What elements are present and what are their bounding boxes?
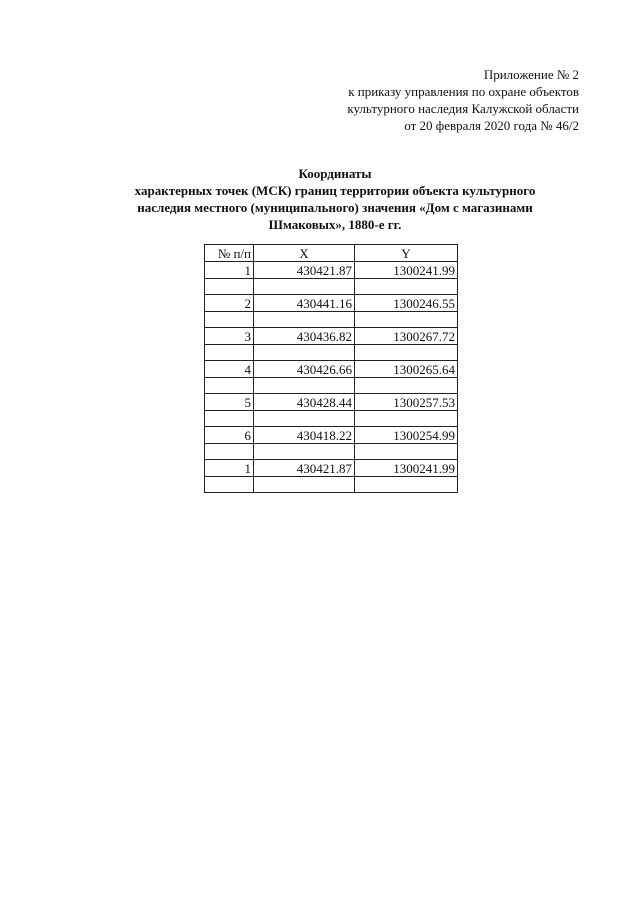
empty-cell <box>355 312 458 328</box>
table-row <box>205 361 458 378</box>
empty-cell <box>205 378 254 394</box>
x-coordinate: 430421.87 <box>254 460 355 477</box>
point-number: 6 <box>205 427 254 444</box>
empty-cell <box>254 411 355 427</box>
table-header-row <box>205 245 458 262</box>
x-coordinate: 430428.44 <box>254 394 355 411</box>
column-header-y: Y <box>355 245 458 262</box>
table-spacer-row <box>205 411 458 427</box>
column-header-number: № п/п <box>205 245 254 262</box>
table-row <box>205 427 458 444</box>
y-coordinate: 1300257.53 <box>355 394 458 411</box>
table-row <box>205 394 458 411</box>
table-spacer-row <box>205 279 458 295</box>
coordinates-table <box>204 244 458 493</box>
x-coordinate: 430421.87 <box>254 262 355 279</box>
x-coordinate: 430426.66 <box>254 361 355 378</box>
empty-cell <box>254 444 355 460</box>
empty-cell <box>254 279 355 295</box>
empty-cell <box>355 279 458 295</box>
table-spacer-row <box>205 312 458 328</box>
x-coordinate: 430436.82 <box>254 328 355 345</box>
empty-cell <box>254 312 355 328</box>
empty-cell <box>205 312 254 328</box>
empty-cell <box>254 477 355 493</box>
point-number: 2 <box>205 295 254 312</box>
table-spacer-row <box>205 378 458 394</box>
empty-cell <box>355 378 458 394</box>
column-header-x: X <box>254 245 355 262</box>
point-number: 5 <box>205 394 254 411</box>
empty-cell <box>355 444 458 460</box>
y-coordinate: 1300267.72 <box>355 328 458 345</box>
document-title <box>100 165 570 233</box>
y-coordinate: 1300265.64 <box>355 361 458 378</box>
point-number: 1 <box>205 460 254 477</box>
title-line-2: характерных точек (МСК) границ территории объекта культурного <box>134 183 536 198</box>
title-line-4: Шмаковых», 1880-е гг. <box>268 217 402 232</box>
point-number: 1 <box>205 262 254 279</box>
empty-cell <box>355 411 458 427</box>
empty-cell <box>205 477 254 493</box>
table-spacer-row <box>205 345 458 361</box>
empty-cell <box>205 411 254 427</box>
appendix-header <box>347 66 579 134</box>
y-coordinate: 1300246.55 <box>355 295 458 312</box>
point-number: 4 <box>205 361 254 378</box>
empty-cell <box>205 444 254 460</box>
table-row <box>205 262 458 279</box>
empty-cell <box>254 345 355 361</box>
table-row <box>205 328 458 345</box>
title-heading: Координаты <box>298 166 372 181</box>
authority-name: культурного наследия Калужской области <box>347 101 579 116</box>
y-coordinate: 1300254.99 <box>355 427 458 444</box>
table-spacer-row <box>205 444 458 460</box>
empty-cell <box>205 279 254 295</box>
table-row <box>205 460 458 477</box>
order-reference: к приказу управления по охране объектов <box>348 84 579 99</box>
y-coordinate: 1300241.99 <box>355 262 458 279</box>
order-date: от 20 февраля 2020 года № 46/2 <box>404 118 579 133</box>
point-number: 3 <box>205 328 254 345</box>
empty-cell <box>355 345 458 361</box>
x-coordinate: 430441.16 <box>254 295 355 312</box>
empty-cell <box>254 378 355 394</box>
empty-cell <box>205 345 254 361</box>
y-coordinate: 1300241.99 <box>355 460 458 477</box>
table-row <box>205 295 458 312</box>
table-spacer-row <box>205 477 458 493</box>
title-line-3: наследия местного (муниципального) значения «Дом с магазинами <box>137 200 533 215</box>
empty-cell <box>355 477 458 493</box>
x-coordinate: 430418.22 <box>254 427 355 444</box>
appendix-number: Приложение № 2 <box>483 67 579 82</box>
